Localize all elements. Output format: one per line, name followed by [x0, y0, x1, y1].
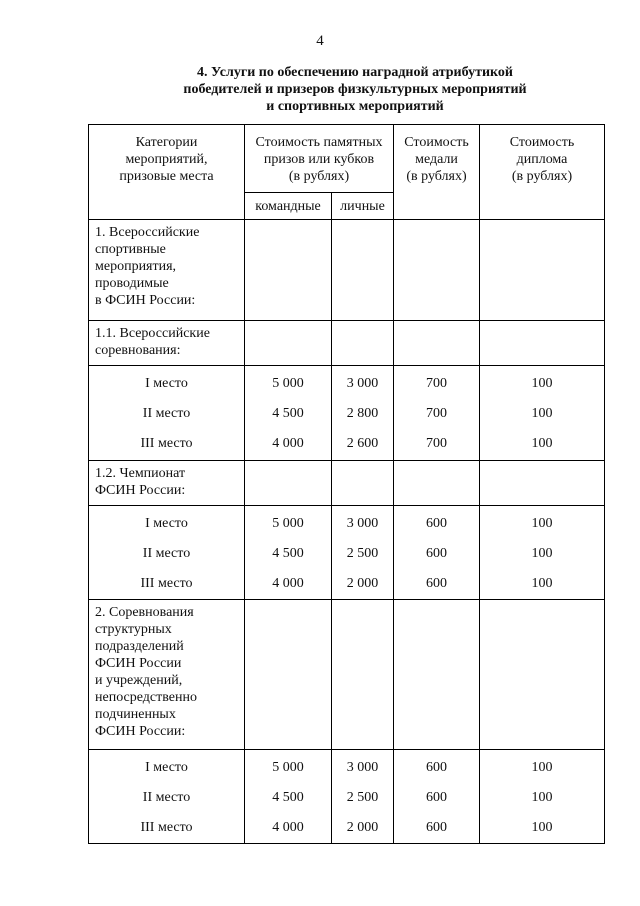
empty-cell — [332, 600, 394, 750]
category-cell — [89, 321, 245, 366]
header-medal — [394, 125, 480, 220]
team-value: 4 500 — [272, 406, 304, 421]
personal-value: 3 000 — [346, 516, 379, 531]
empty-cell — [245, 461, 332, 506]
personal-value: 2 000 — [346, 820, 379, 835]
header-team: командные — [245, 193, 332, 220]
team-value: 4 000 — [272, 820, 304, 835]
section-title — [120, 64, 590, 115]
personal-value: 2 000 — [346, 576, 379, 591]
medal-value: 600 — [426, 760, 447, 775]
medal-value: 600 — [426, 516, 447, 531]
empty-cell — [394, 220, 480, 321]
medal-column — [394, 506, 480, 600]
personal-column — [332, 506, 394, 600]
medal-value: 600 — [426, 546, 447, 561]
empty-cell — [394, 461, 480, 506]
diploma-value: 100 — [531, 436, 553, 451]
category-title-line: 2. Соревнования — [95, 605, 194, 620]
empty-cell — [394, 600, 480, 750]
category-title-line: подчиненных — [95, 707, 176, 722]
category-title-line: ФСИН России — [95, 656, 182, 671]
medal-value: 700 — [426, 376, 447, 391]
category-title-line: спортивные — [95, 242, 166, 257]
medal-value: 600 — [426, 576, 447, 591]
empty-cell — [245, 321, 332, 366]
team-value: 5 000 — [272, 516, 304, 531]
empty-cell — [480, 461, 605, 506]
personal-value: 3 000 — [346, 760, 379, 775]
diploma-value: 100 — [531, 406, 553, 421]
place-value: III место — [140, 820, 193, 835]
category-title-line: 1.2. Чемпионат — [95, 466, 186, 481]
category-title-line: и учреждений, — [95, 673, 183, 688]
category-title-line: 1.1. Всероссийские — [95, 326, 210, 341]
category-title-line: проводимые — [95, 276, 169, 291]
team-value: 4 000 — [272, 436, 304, 451]
medal-value: 700 — [426, 406, 447, 421]
header-text: призов или кубков — [263, 152, 375, 167]
diploma-value: 100 — [531, 376, 553, 391]
medal-value: 600 — [426, 820, 447, 835]
personal-column — [332, 366, 394, 461]
personal-value: 2 500 — [346, 790, 379, 805]
header-diploma — [480, 125, 605, 220]
place-value: I место — [145, 516, 188, 531]
header-text: мероприятий, — [125, 152, 208, 167]
place-column — [89, 366, 245, 461]
diploma-value: 100 — [531, 516, 553, 531]
header-prizes — [245, 125, 394, 193]
diploma-value: 100 — [531, 790, 553, 805]
place-column — [89, 750, 245, 844]
category-title-line: структурных — [95, 622, 172, 637]
place-value: I место — [145, 376, 188, 391]
empty-cell — [480, 220, 605, 321]
category-cell — [89, 461, 245, 506]
diploma-column — [480, 506, 605, 600]
title-line: и спортивных мероприятий — [266, 99, 444, 114]
team-column — [245, 506, 332, 600]
diploma-value: 100 — [531, 760, 553, 775]
category-title-line: мероприятия, — [95, 259, 177, 274]
team-value: 4 000 — [272, 576, 304, 591]
category-title-line: ФСИН России: — [95, 724, 186, 739]
place-value: III место — [140, 576, 193, 591]
team-column — [245, 366, 332, 461]
team-value: 4 500 — [272, 546, 304, 561]
team-column — [245, 750, 332, 844]
empty-cell — [332, 321, 394, 366]
diploma-value: 100 — [531, 576, 553, 591]
category-title-line: ФСИН России: — [95, 483, 186, 498]
place-value: III место — [140, 436, 193, 451]
empty-cell — [480, 321, 605, 366]
place-value: II место — [142, 790, 191, 805]
empty-cell — [332, 461, 394, 506]
category-title-line: подразделений — [95, 639, 184, 654]
empty-cell — [332, 220, 394, 321]
empty-cell — [245, 220, 332, 321]
medal-column — [394, 750, 480, 844]
personal-value: 2 500 — [346, 546, 379, 561]
header-text: медали — [415, 152, 458, 167]
personal-column — [332, 750, 394, 844]
category-cell — [89, 220, 245, 321]
header-text: Стоимость — [404, 135, 469, 150]
medal-value: 700 — [426, 436, 447, 451]
category-title-line: 1. Всероссийские — [95, 225, 200, 240]
header-text: призовые места — [119, 169, 214, 184]
header-categories — [89, 125, 245, 220]
medal-column — [394, 366, 480, 461]
diploma-value: 100 — [531, 820, 553, 835]
place-column — [89, 506, 245, 600]
team-value: 4 500 — [272, 790, 304, 805]
category-title-line: соревнования: — [95, 343, 181, 358]
medal-value: 600 — [426, 790, 447, 805]
place-value: II место — [142, 546, 191, 561]
header-text: Категории — [135, 135, 198, 150]
title-line: 4. Услуги по обеспечению наградной атрибутикой — [197, 65, 513, 80]
personal-value: 3 000 — [346, 376, 379, 391]
diploma-column — [480, 366, 605, 461]
category-cell — [89, 600, 245, 750]
empty-cell — [480, 600, 605, 750]
header-text: Стоимость — [509, 135, 575, 150]
team-value: 5 000 — [272, 376, 304, 391]
header-text: Стоимость памятных — [255, 135, 383, 150]
header-text: (в рублях) — [511, 169, 573, 184]
header-text: (в рублях) — [288, 169, 350, 184]
header-personal: личные — [332, 193, 394, 220]
header-text: (в рублях) — [406, 169, 467, 184]
title-line: победителей и призеров физкультурных мероприятий — [183, 82, 527, 97]
place-value: I место — [145, 760, 188, 775]
header-text: диплома — [516, 152, 568, 167]
page-number: 4 — [316, 33, 324, 49]
category-title-line: непосредственно — [95, 690, 197, 705]
team-value: 5 000 — [272, 760, 304, 775]
diploma-column — [480, 750, 605, 844]
personal-value: 2 800 — [346, 406, 379, 421]
personal-value: 2 600 — [346, 436, 379, 451]
place-value: II место — [142, 406, 191, 421]
empty-cell — [394, 321, 480, 366]
empty-cell — [245, 600, 332, 750]
category-title-line: в ФСИН России: — [95, 293, 196, 308]
price-table — [88, 124, 605, 844]
diploma-value: 100 — [531, 546, 553, 561]
